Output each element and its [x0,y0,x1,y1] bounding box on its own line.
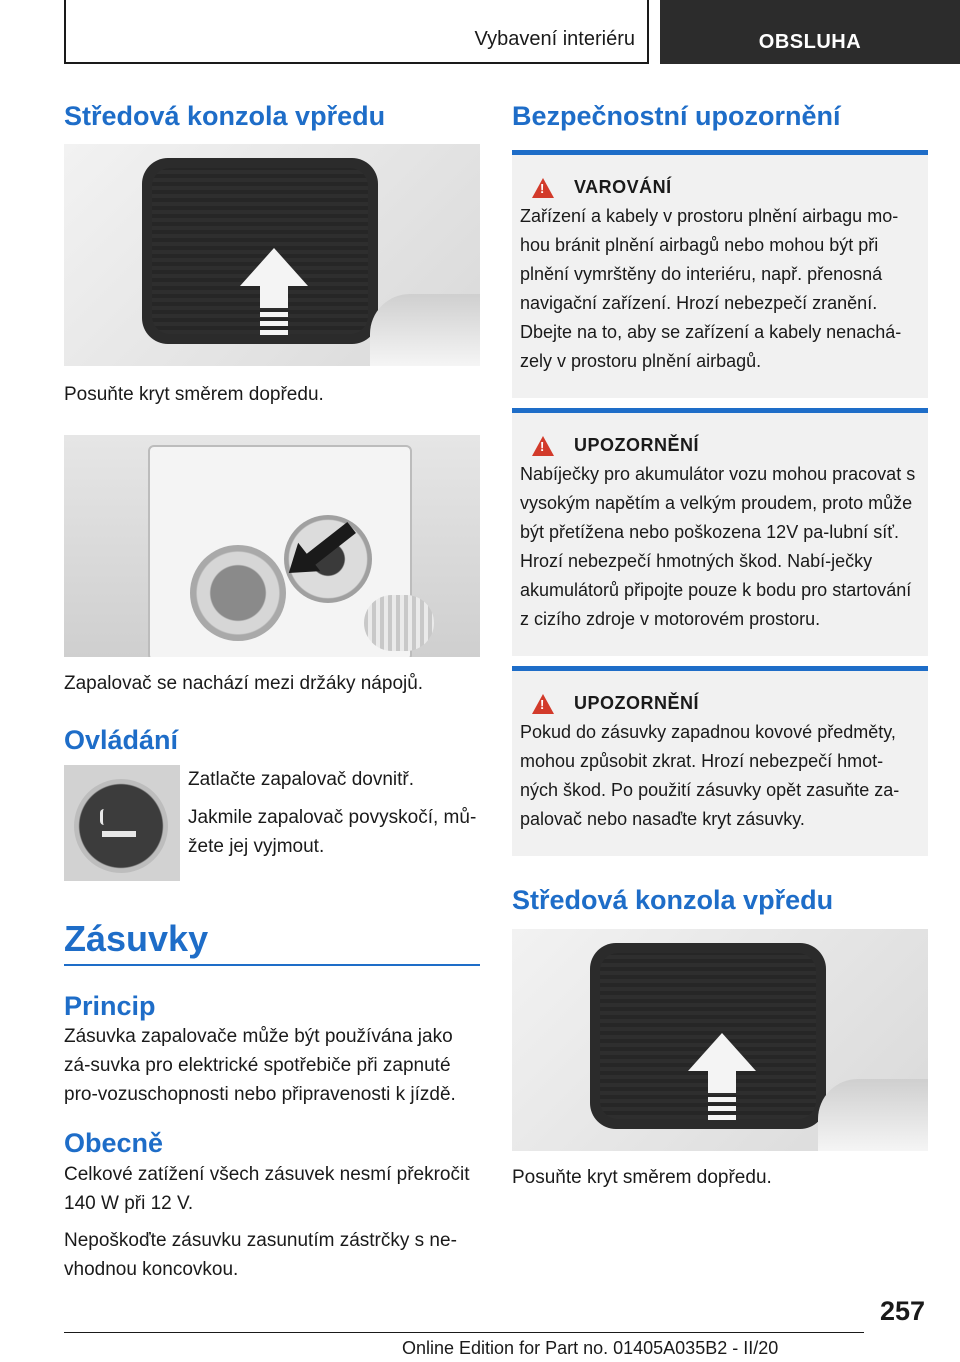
cupholder [190,545,286,641]
image-lighter-button [64,765,180,881]
notice-box [512,408,928,656]
heading-control: Ovládání [64,725,179,756]
control-step-1: Zatlačte zapalovač dovnitř. [188,768,415,790]
left-column [64,100,480,1284]
arrow-up-icon [240,248,308,286]
warning-triangle-icon [532,694,554,714]
image-cupholder-lighter [64,435,480,657]
lighter-ring [74,779,168,873]
notice-box [512,666,928,856]
control-knob [364,595,434,651]
heading-safety: Bezpečnostní upozornění [512,101,841,131]
heading-center-console: Středová konzola vpředu [512,885,834,916]
page-number: 257 [880,1296,926,1326]
notice-title: UPOZORNĚNÍ [574,693,700,714]
heading-sockets-wrap [64,917,480,966]
footer-divider [64,1332,864,1333]
heading-center-console: Středová konzola vpředu [64,101,386,131]
control-text [188,765,480,881]
page-header [0,0,960,66]
heading-principle: Princip [64,990,156,1021]
warning-text: Zařízení a kabely v prostoru plnění airbagu mo‐hou bránit plnění airbagů nebo mohou být při plnění vymrštěny do interiéru, např. přenosná navigační zařízení. Hrozí nebezpečí zranění. Dbejte na to, aby se zařízení a kabely nenachá‐zely v prostoru plnění airbagů. [520,206,902,372]
principle-text: Zásuvka zapalovače může být používána jako zá‐suvka pro elektrické spotřebiče při zapnuté pro‐vozuschopnosti nebo připravenosti k jízdě. [64,1026,456,1106]
general-text-1: Celkové zatížení všech zásuvek nesmí překročit 140 W při 12 V. [64,1163,470,1214]
general-text-2: Nepoškoďte zásuvku zasunutím zástrčky s ne‐vhodnou koncovkou. [64,1229,457,1280]
cigarette-lighter-icon [100,809,108,825]
arrow-up-icon [688,1033,756,1071]
control-step-2: Jakmile zapalovač povyskočí, mů‐žete jej vyjmout. [188,806,477,857]
header-chapter-tab[interactable]: OBSLUHA [660,0,960,64]
notice-text: Pokud do zásuvky zapadnou kovové předměty, mohou způsobit zkrat. Hrozí nebezpečí hmot‐ných škod. Po použití zásuvky opět zasuňte za‐palovač nebo nasaďte kryt zásuvky. [520,722,900,830]
header-section-box [64,0,649,64]
image-console-cover [512,929,928,1151]
warning-triangle-icon [532,436,554,456]
image-console-cover [64,144,480,366]
warning-triangle-icon [532,178,554,198]
warning-title: VAROVÁNÍ [574,177,672,198]
heading-sockets: Zásuvky [64,917,209,959]
right-column [512,100,928,1192]
notice-text: Nabíječky pro akumulátor vozu mohou pracovat s vysokým napětím a velkým proudem, proto může být přetížena nebo poškozena 12V pa‐lubní síť. Hrozí nebezpečí hmotných škod. Nabí‐ječky akumulátorů připojte pouze k bodu pro startování z cizího zdroje v motorovém prostoru. [520,464,916,630]
caption-slide-cover: Posuňte kryt směrem dopředu. [64,384,324,406]
warning-box [512,150,928,398]
notice-title: UPOZORNĚNÍ [574,435,700,456]
caption-lighter-location: Zapalovač se nachází mezi držáky nápojů. [64,673,424,695]
heading-general: Obecně [64,1128,164,1159]
footer-edition: Online Edition for Part no. 01405A035B2 - II/20 [402,1338,779,1358]
control-block [64,765,480,881]
header-section-title: Vybavení interiéru [474,28,635,50]
caption-slide-cover: Posuňte kryt směrem dopředu. [512,1166,772,1188]
